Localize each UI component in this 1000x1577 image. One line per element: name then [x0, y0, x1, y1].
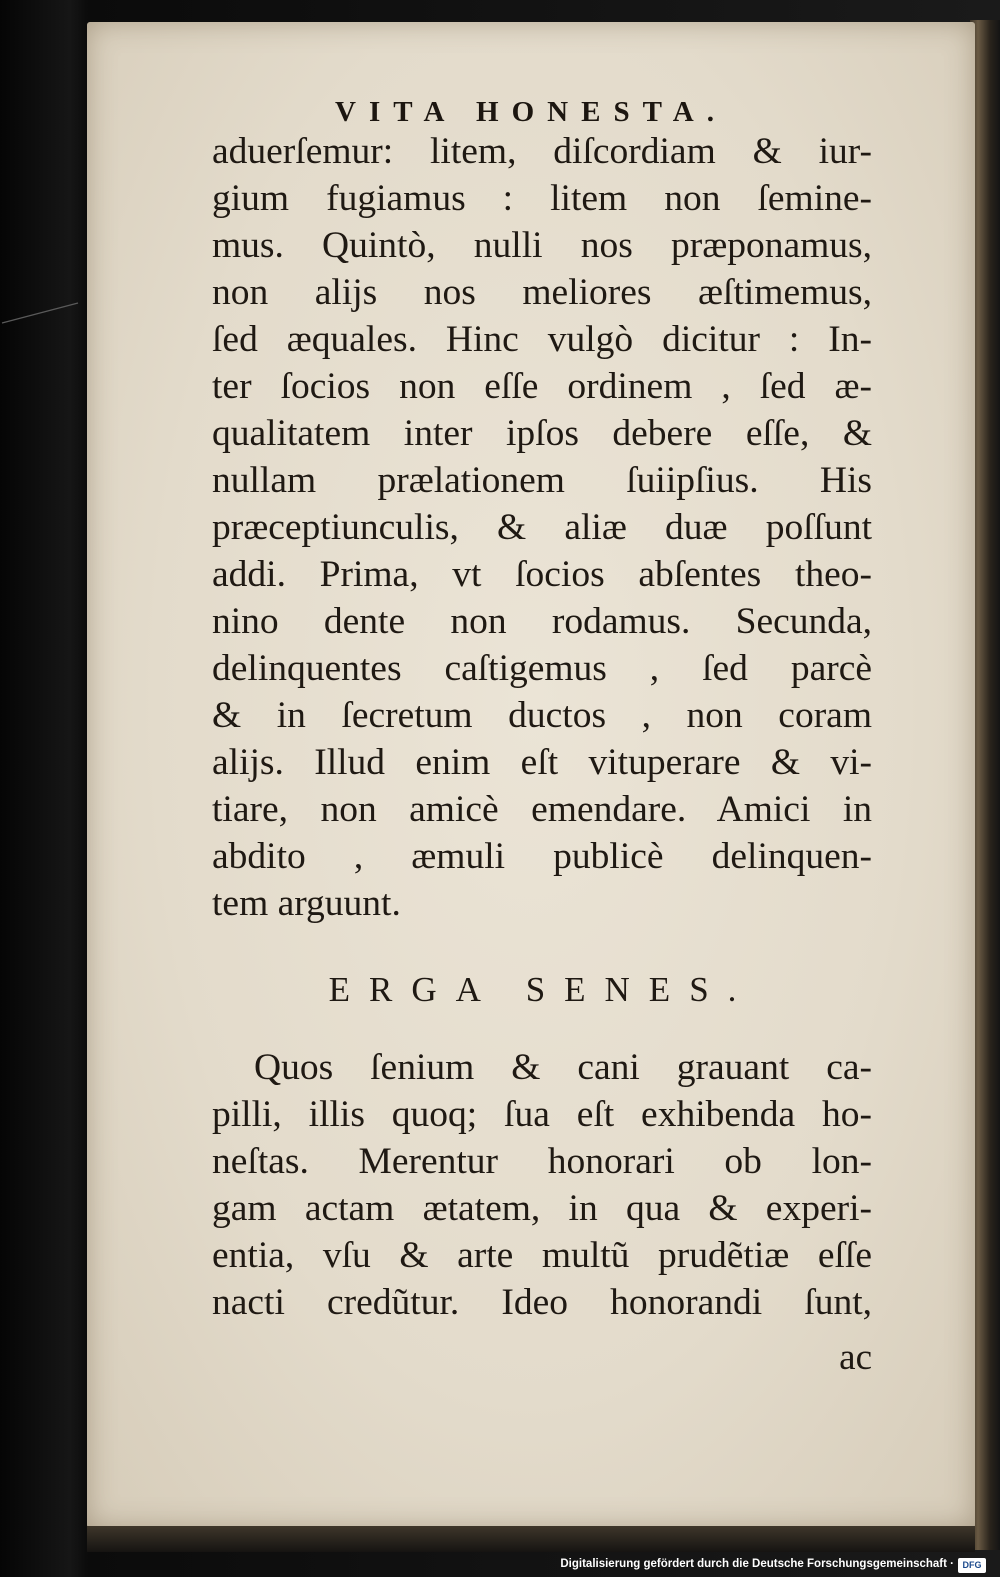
text-line: ſed æquales. Hinc vulgò dicitur : In-: [212, 319, 872, 360]
text-line: ter ſocios non eſſe ordinem , ſed æ-: [212, 366, 872, 407]
text-line: neſtas. Merentur honorari ob lon-: [212, 1141, 872, 1182]
margin-mark-icon: [0, 295, 80, 355]
text-line: abdito , æmuli publicè delinquen-: [212, 836, 872, 877]
dfg-logo-icon: [958, 1558, 986, 1573]
text-line: addi. Prima, vt ſocios abſentes theo-: [212, 554, 872, 595]
text-line: nacti credũtur. Ideo honorandi ſunt,: [212, 1282, 872, 1323]
text-line: gam actam ætatem, in qua & experi-: [212, 1188, 872, 1229]
text-line: non alijs nos meliores æſtimemus,: [212, 272, 872, 313]
text-line: nino dente non rodamus. Secunda,: [212, 601, 872, 642]
text-line: alijs. Illud enim eſt vituperare & vi-: [212, 742, 872, 783]
text-line: tiare, non amicè emendare. Amici in: [212, 789, 872, 830]
text-line: aduerſemur: litem, diſcordiam & iur-: [212, 131, 872, 172]
text-line: gium fugiamus : litem non ſemine-: [212, 178, 872, 219]
text-line: tem arguunt.: [212, 883, 401, 924]
text-line: entia, vſu & arte multũ prudẽtiæ eſſe: [212, 1235, 872, 1276]
body-text-block-2: [212, 1044, 872, 1326]
page-bottom-shadow: [87, 1526, 975, 1552]
text-line: Quos ſenium & cani grauant ca-: [254, 1047, 872, 1088]
text-line: & in ſecretum ductos , non coram: [212, 695, 872, 736]
text-line: pilli, illis quoq; ſua eſt exhibenda ho-: [212, 1094, 872, 1135]
text-line: nullam prælationem ſuiipſius. His: [212, 460, 872, 501]
text-line: mus. Quintò, nulli nos præponamus,: [212, 225, 872, 266]
footer-credit: Digitalisierung gefördert durch die Deutsche Forschungsgemeinschaft ·: [560, 1558, 954, 1570]
text-line: qualitatem inter ipſos debere eſſe, &: [212, 413, 872, 454]
running-head: VITA HONESTA.: [335, 96, 727, 128]
dfg-logo-text: DFG: [962, 1560, 982, 1570]
body-text-block: [212, 128, 872, 927]
catchword: ac: [839, 1337, 872, 1378]
text-line: præceptiunculis, & aliæ duæ poſſunt: [212, 507, 872, 548]
section-heading: ERGA SENES.: [328, 970, 756, 1009]
text-line: delinquentes caſtigemus , ſed parcè: [212, 648, 872, 689]
